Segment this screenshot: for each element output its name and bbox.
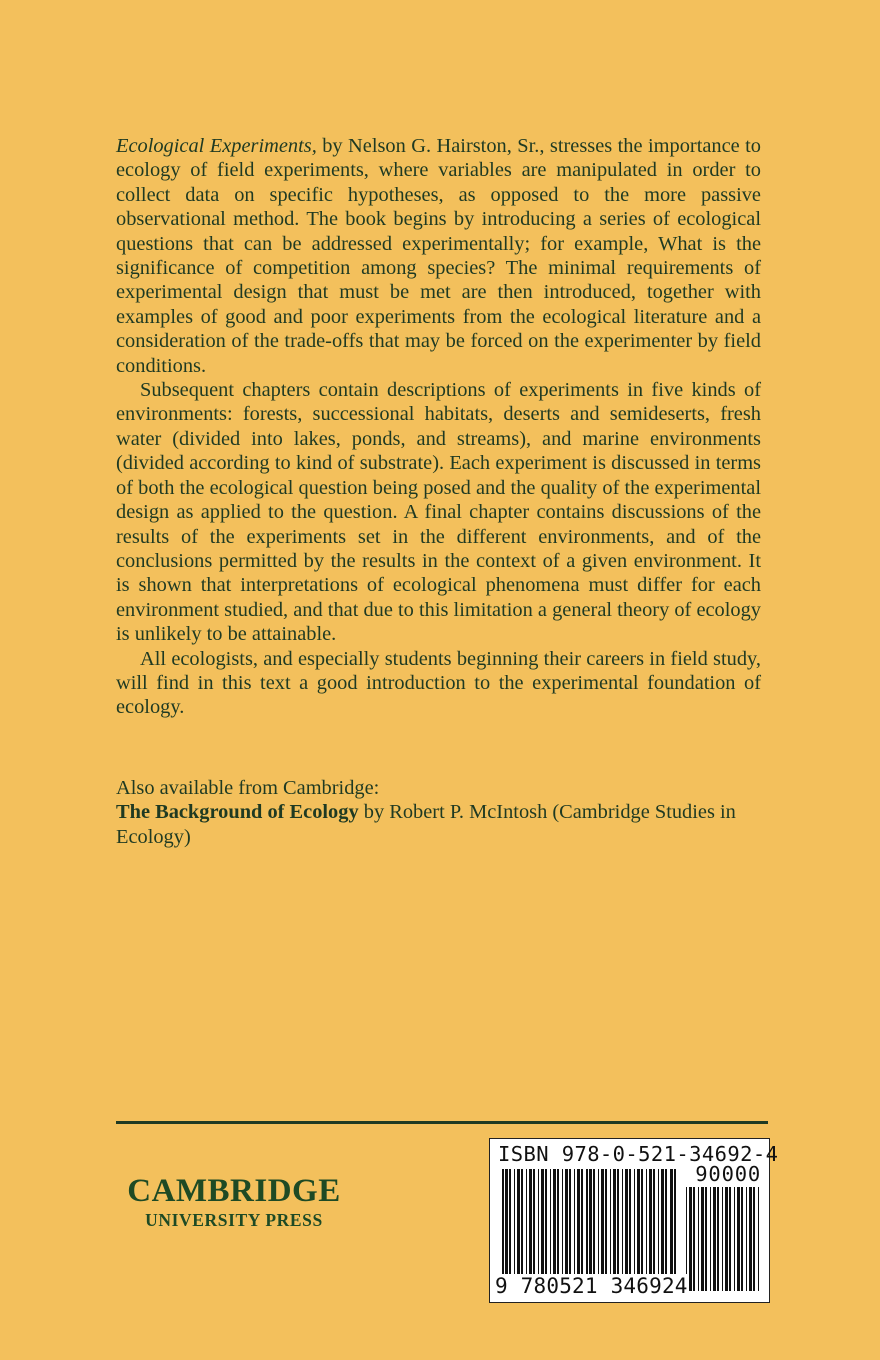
publisher-name: CAMBRIDGE — [127, 1173, 341, 1209]
barcode-bar — [641, 1169, 643, 1275]
barcode-bar — [617, 1169, 619, 1275]
also-available-section — [116, 776, 761, 849]
barcode-bar — [613, 1169, 616, 1275]
barcode-bar — [710, 1187, 711, 1291]
barcode-bar — [545, 1169, 547, 1275]
barcode-bar — [717, 1187, 719, 1291]
barcode-bar — [605, 1169, 607, 1275]
barcode-bar — [509, 1169, 511, 1275]
barcode-bar — [526, 1169, 527, 1275]
barcode-bar — [598, 1169, 599, 1275]
barcode-bar — [722, 1187, 723, 1291]
barcode-bar — [693, 1187, 695, 1291]
barcode-bar — [574, 1169, 575, 1275]
back-cover-blurb — [116, 134, 761, 720]
barcode-bar — [553, 1169, 556, 1275]
barcode-bar — [665, 1169, 667, 1275]
barcode-bar — [565, 1169, 568, 1275]
divider-rule — [116, 1121, 768, 1124]
barcode-bar — [758, 1187, 759, 1291]
isbn-barcode — [489, 1138, 779, 1303]
blurb-paragraph-1 — [116, 134, 761, 378]
related-book-details: by Robert P. McIntosh (Cambridge Studies in Ecology) — [116, 801, 736, 848]
publisher-subname: UNIVERSITY PRESS — [145, 1210, 323, 1230]
barcode-bar — [577, 1169, 580, 1275]
also-available-heading: Also available from Cambridge: — [116, 777, 380, 799]
barcode-bar — [581, 1169, 583, 1275]
barcode-bar — [753, 1187, 755, 1291]
barcode-bar — [538, 1169, 539, 1275]
barcode-bar — [541, 1169, 544, 1275]
ean-digits: 9 780521 346924 — [495, 1274, 688, 1298]
barcode-bar — [514, 1169, 515, 1275]
barcode-bar — [593, 1169, 595, 1275]
publisher-logo — [118, 1174, 350, 1230]
barcode-guard-bar — [586, 1169, 588, 1289]
barcode-bar — [610, 1169, 611, 1275]
barcode-guard-bar — [671, 1169, 673, 1289]
price-addon-code: 90000 — [695, 1162, 761, 1186]
barcode-guard-bar — [502, 1169, 504, 1289]
isbn-number: ISBN 978-0-521-34692-4 — [498, 1142, 779, 1166]
barcode-bar — [550, 1169, 551, 1275]
barcode-bar — [725, 1187, 728, 1291]
barcode-bar — [670, 1169, 671, 1275]
barcode-guard-bar — [589, 1169, 591, 1289]
barcode-bar — [625, 1169, 628, 1275]
barcode-bar — [737, 1187, 740, 1291]
barcode-bar — [562, 1169, 563, 1275]
barcode-bar — [689, 1187, 692, 1291]
related-book-title: The Background of Ecology — [116, 801, 359, 824]
related-book — [116, 800, 761, 849]
barcode-guard-bar — [505, 1169, 507, 1289]
barcode-bar — [569, 1169, 571, 1275]
barcode-bar — [529, 1169, 532, 1275]
barcode-bar — [521, 1169, 523, 1275]
blurb-paragraph-2: Subsequent chapters contain descriptions of experiments in five kinds of environments: forests, successional habitats, deserts and semideserts, fresh water (divided into lakes, ponds, and streams), and marine environments (divided according to kind of substrate). Each experiment is discussed in terms of both the ecological question being posed and the quality of the experimental design as applied to the question. A final chapter contains discussions of the results of the experiments set in the different environments, and of the conclusions permitted by the results in the context of a given environment. It is shown that interpretations of ecological phenomena must differ for each environment studied, and that due to this limitation a general theory of ecology is unlikely to be attainable. — [116, 379, 761, 646]
barcode-bar — [729, 1187, 731, 1291]
barcode-bar — [646, 1169, 647, 1275]
barcode-bar — [734, 1187, 735, 1291]
barcode-guard-bar — [674, 1169, 676, 1289]
barcode-bar — [661, 1169, 664, 1275]
barcode-bar — [746, 1187, 747, 1291]
barcode-bar — [713, 1187, 716, 1291]
blurb-paragraph-1-text: by Nelson G. Hairston, Sr., stresses the importance to ecology of field experiments, where variables are manipulated in order to collect data on specific hypotheses, as opposed to the more passive observational method. The book begins by introducing a series of ecological questions that can be addressed experimentally; for example, What is the significance of competition among species? The minimal requirements of experimental design that must be met are then introduced, together with examples of good and poor experiments from the ecological literature and a consideration of the trade-offs that may be forced on the experimenter by field conditions. — [116, 135, 762, 377]
barcode-bar — [698, 1187, 699, 1291]
barcode-bar — [601, 1169, 604, 1275]
barcode-bar — [741, 1187, 743, 1291]
barcode-bar — [533, 1169, 535, 1275]
barcode-bar — [701, 1187, 704, 1291]
barcode-bar — [705, 1187, 707, 1291]
barcode-bar — [749, 1187, 752, 1291]
barcode-bar — [649, 1169, 652, 1275]
barcode-bar — [622, 1169, 623, 1275]
blurb-paragraph-3: All ecologists, and especially students beginning their careers in field study, will find in this text a good introduction to the experimental foundation of ecology. — [116, 647, 761, 719]
barcode-bar — [634, 1169, 635, 1275]
barcode-bar — [658, 1169, 659, 1275]
barcode-bar — [557, 1169, 559, 1275]
barcode-bar — [637, 1169, 640, 1275]
barcode-bar — [517, 1169, 520, 1275]
barcode-bar — [629, 1169, 631, 1275]
barcode-bar — [653, 1169, 655, 1275]
book-title-italic: Ecological Experiments, — [116, 135, 317, 157]
